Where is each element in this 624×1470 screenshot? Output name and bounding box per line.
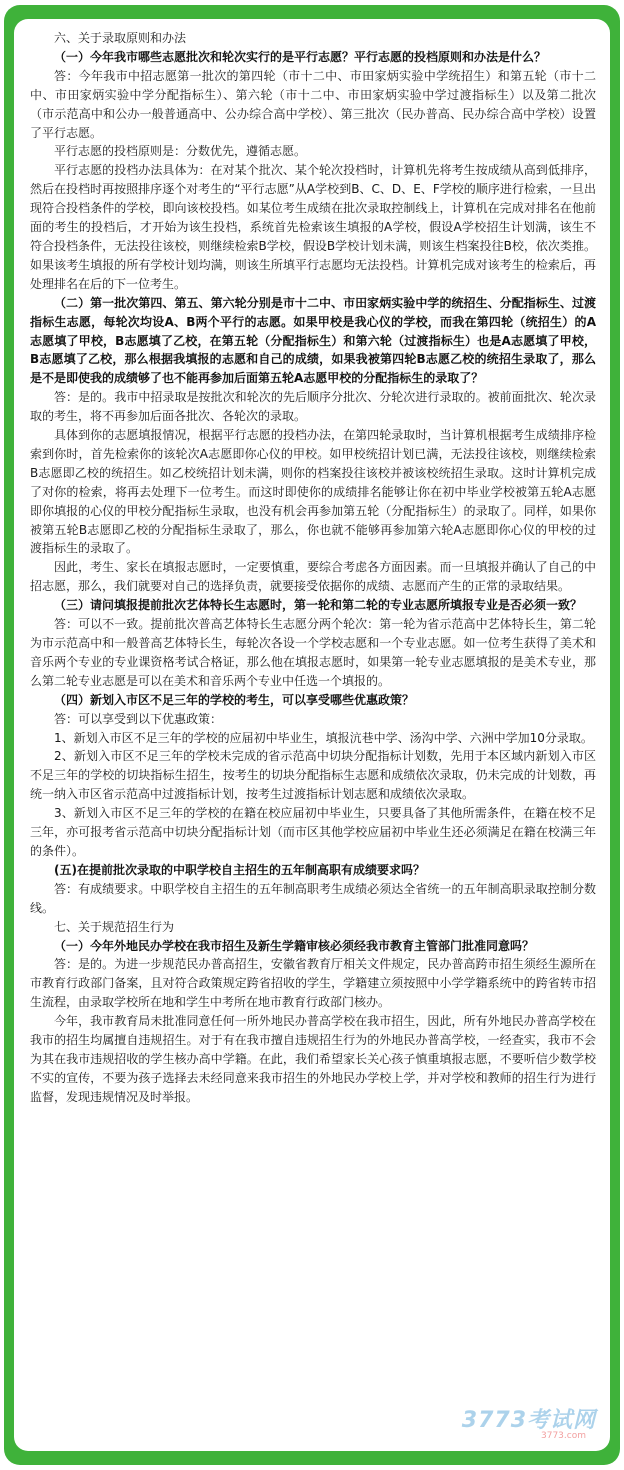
answer-paragraph: 平行志愿的投档办法具体为：在对某个批次、某个轮次投档时，计算机先将考生按成绩从高到低排序，然后在投档时再按照排序逐个对考生的“平行志愿”从A学校到B、C、D、E、F学校的顺序进行检索，一旦出现符合投档条件的学校，即向该校投档。如某位考生成绩在批次录取控制线上，计算机在完成对排名在他前面的考生的投档后，才开始为该生投档，系统首先检索该生填报的A学校，假设A学校招生计划满，该生不符合投档条件，无法投往该校，则继续检索B学校，假设B学校计划未满，则该生档案投往B校，依次类推。如果该考生填报的所有学校计划均满，则该生所填平行志愿均无法投档。计算机完成对该考生的检索后，再处理排名在后的下一位考生。: [30, 163, 596, 291]
question-heading: （二）第一批次第四、第五、第六轮分别是市十二中、市田家炳实验中学的统招生、分配指标生、过渡指标生志愿，每轮次均设A、B两个平行的志愿。如果甲校是我心仪的学校，而我在第四轮（统招生）的A志愿填了甲校，B志愿填了乙校，在第五轮（分配指标生）和第六轮（过渡指标生）也是A志愿填了甲校，B志愿填了乙校，那么根据我填报的志愿和自己的成绩，如果我被第四轮B志愿乙校的统招生录取了，那么是不是即使我的成绩够了也不能再参加后面第五轮A志愿甲校的分配指标生的录取了？: [30, 295, 596, 386]
answer-paragraph: 3、新划入市区不足三年的学校的在籍在校应届初中毕业生，只要具备了其他所需条件，在籍在校不足三年，亦可报考省示范高中切块分配指标计划（而市区其他学校应届初中毕业生还必须满足在籍在校满三年的条件）。: [30, 806, 596, 858]
answer-paragraph: 答：今年我市中招志愿第一批次的第四轮（市十二中、市田家炳实验中学统招生）和第五轮（市十二中、市田家炳实验中学分配指标生）、第六轮（市十二中、市田家炳实验中学过渡指标生）以及第二批次（市示范高中和公办一般普通高中、公办综合高中学校）、第三批次（民办普高、民办综合高中学校）设置了平行志愿。: [30, 68, 596, 140]
question-heading: (五)在提前批次录取的中职学校自主招生的五年制高职有成绩要求吗？: [54, 862, 425, 877]
answer-paragraph: 具体到你的志愿填报情况，根据平行志愿的投档办法，在第四轮录取时，当计算机根据考生成绩排序检索到你时，首先检索你的该轮次A志愿即你心仪的甲校。如甲校统招计划已满，无法投往该校，则继续检索B志愿即乙校的统招生。如乙校统招计划未满，则你的档案投往该校并被该校统招生录取。这时计算机完成了对你的检索，将再去处理下一位考生。而这时即使你的成绩排名能够让你在初中毕业学校被第五轮A志愿即你填报的心仪的甲校分配指标生录取，也没有机会再参加第五轮（分配指标生）的录取了。同样，如果你被第五轮B志愿即乙校的分配指标生录取了，那么，你也就不能够再参加第六轮A志愿即你心仪的甲校的过渡指标生的录取了。: [30, 428, 596, 556]
answer-paragraph: 因此，考生、家长在填报志愿时，一定要慎重，要综合考虑各方面因素。而一旦填报并确认了自己的中招志愿，那么，我们就要对自己的选择负责，就要接受依据你的成绩、志愿而产生的正常的录取结果。: [30, 560, 596, 594]
green-frame: [4, 5, 620, 1465]
section-heading: 六、关于录取原则和办法: [54, 31, 187, 45]
answer-paragraph: 答：是的。为进一步规范民办普高招生，安徽省教育厅相关文件规定，民办普高跨市招生须经生源所在市教育行政部门备案，且对符合政策规定跨省招收的学生，学籍建立须按照中小学学籍系统中的跨省转市招生流程，由录取学校所在地和学生中考所在地市教育行政部门核办。: [30, 957, 596, 1010]
question-heading: （一）今年我市哪些志愿批次和轮次实行的是平行志愿？平行志愿的投档原则和办法是什么？: [54, 49, 547, 64]
article-panel: [14, 19, 610, 1451]
answer-paragraph: 1、新划入市区不足三年的学校的应届初中毕业生，填报沆巷中学、汤沟中学、六洲中学加10分录取。: [54, 730, 593, 745]
answer-paragraph: 今年，我市教育局未批准同意任何一所外地民办普高学校在我市招生，因此，所有外地民办普高学校在我市的招生均属擅自违规招生。对于有在我市擅自违规招生行为的外地民办普高学校，一经查实，我市不会为其在我市违规招收的学生核办高中学籍。在此，我们希望家长关心孩子慎重填报志愿，不要听信少数学校不实的宣传，不要为孩子选择去未经同意来我市招生的外地民办学校上学，并对学校和教师的招生行为进行监督，发现违规情况及时举报。: [30, 1014, 596, 1104]
watermark-logo-text: 3773考试网: [461, 1408, 596, 1433]
site-watermark: [462, 1403, 596, 1441]
question-heading: （三）请问填报提前批次艺体特长生志愿时，第一轮和第二轮的专业志愿所填报专业是否必须一致？: [54, 598, 583, 613]
watermark-url: 3773.com: [541, 1431, 586, 1441]
answer-paragraph: 答：是的。我市中招录取是按批次和轮次的先后顺序分批次、分轮次进行录取的。被前面批次、轮次录取的考生，将不再参加后面各批次、各轮次的录取。: [30, 390, 596, 424]
answer-paragraph: 答：可以享受到以下优惠政策：: [54, 711, 223, 726]
answer-paragraph: 答：可以不一致。提前批次普高艺体特长生志愿分两个轮次：第一轮为省示范高中艺体特长生，第二轮为市示范高中和一般普高艺体特长生，每轮次各设一个学校志愿和一个专业志愿。如一位考生获得了美术和音乐两个专业的专业课资格考试合格证，那么他在填报志愿时，如果第一轮专业志愿填报的是美术专业，那么第二轮专业志愿是可以在美术和音乐两个专业中任选一个填报的。: [30, 617, 596, 688]
article-body: [30, 29, 596, 1107]
answer-paragraph: 2、新划入市区不足三年的学校未完成的省示范高中切块分配指标计划数，先用于本区域内新划入市区不足三年的学校的切块指标生招生，按考生的切块分配指标生志愿和成绩依次录取，仍未完成的计划数，再统一纳入市区省示范高中过渡指标计划，按考生过渡指标计划志愿和成绩依次录取。: [30, 749, 596, 802]
question-heading: （一）今年外地民办学校在我市招生及新生学籍审核必须经我市教育主管部门批准同意吗？: [54, 938, 535, 953]
section-heading: 七、关于规范招生行为: [54, 919, 175, 934]
answer-paragraph: 平行志愿的投档原则是：分数优先，遵循志愿。: [54, 144, 307, 159]
question-heading: （四）新划入市区不足三年的学校的考生，可以享受哪些优惠政策？: [54, 692, 415, 707]
answer-paragraph: 答：有成绩要求。中职学校自主招生的五年制高职考生成绩必须达全省统一的五年制高职录取控制分数线。: [30, 881, 596, 915]
